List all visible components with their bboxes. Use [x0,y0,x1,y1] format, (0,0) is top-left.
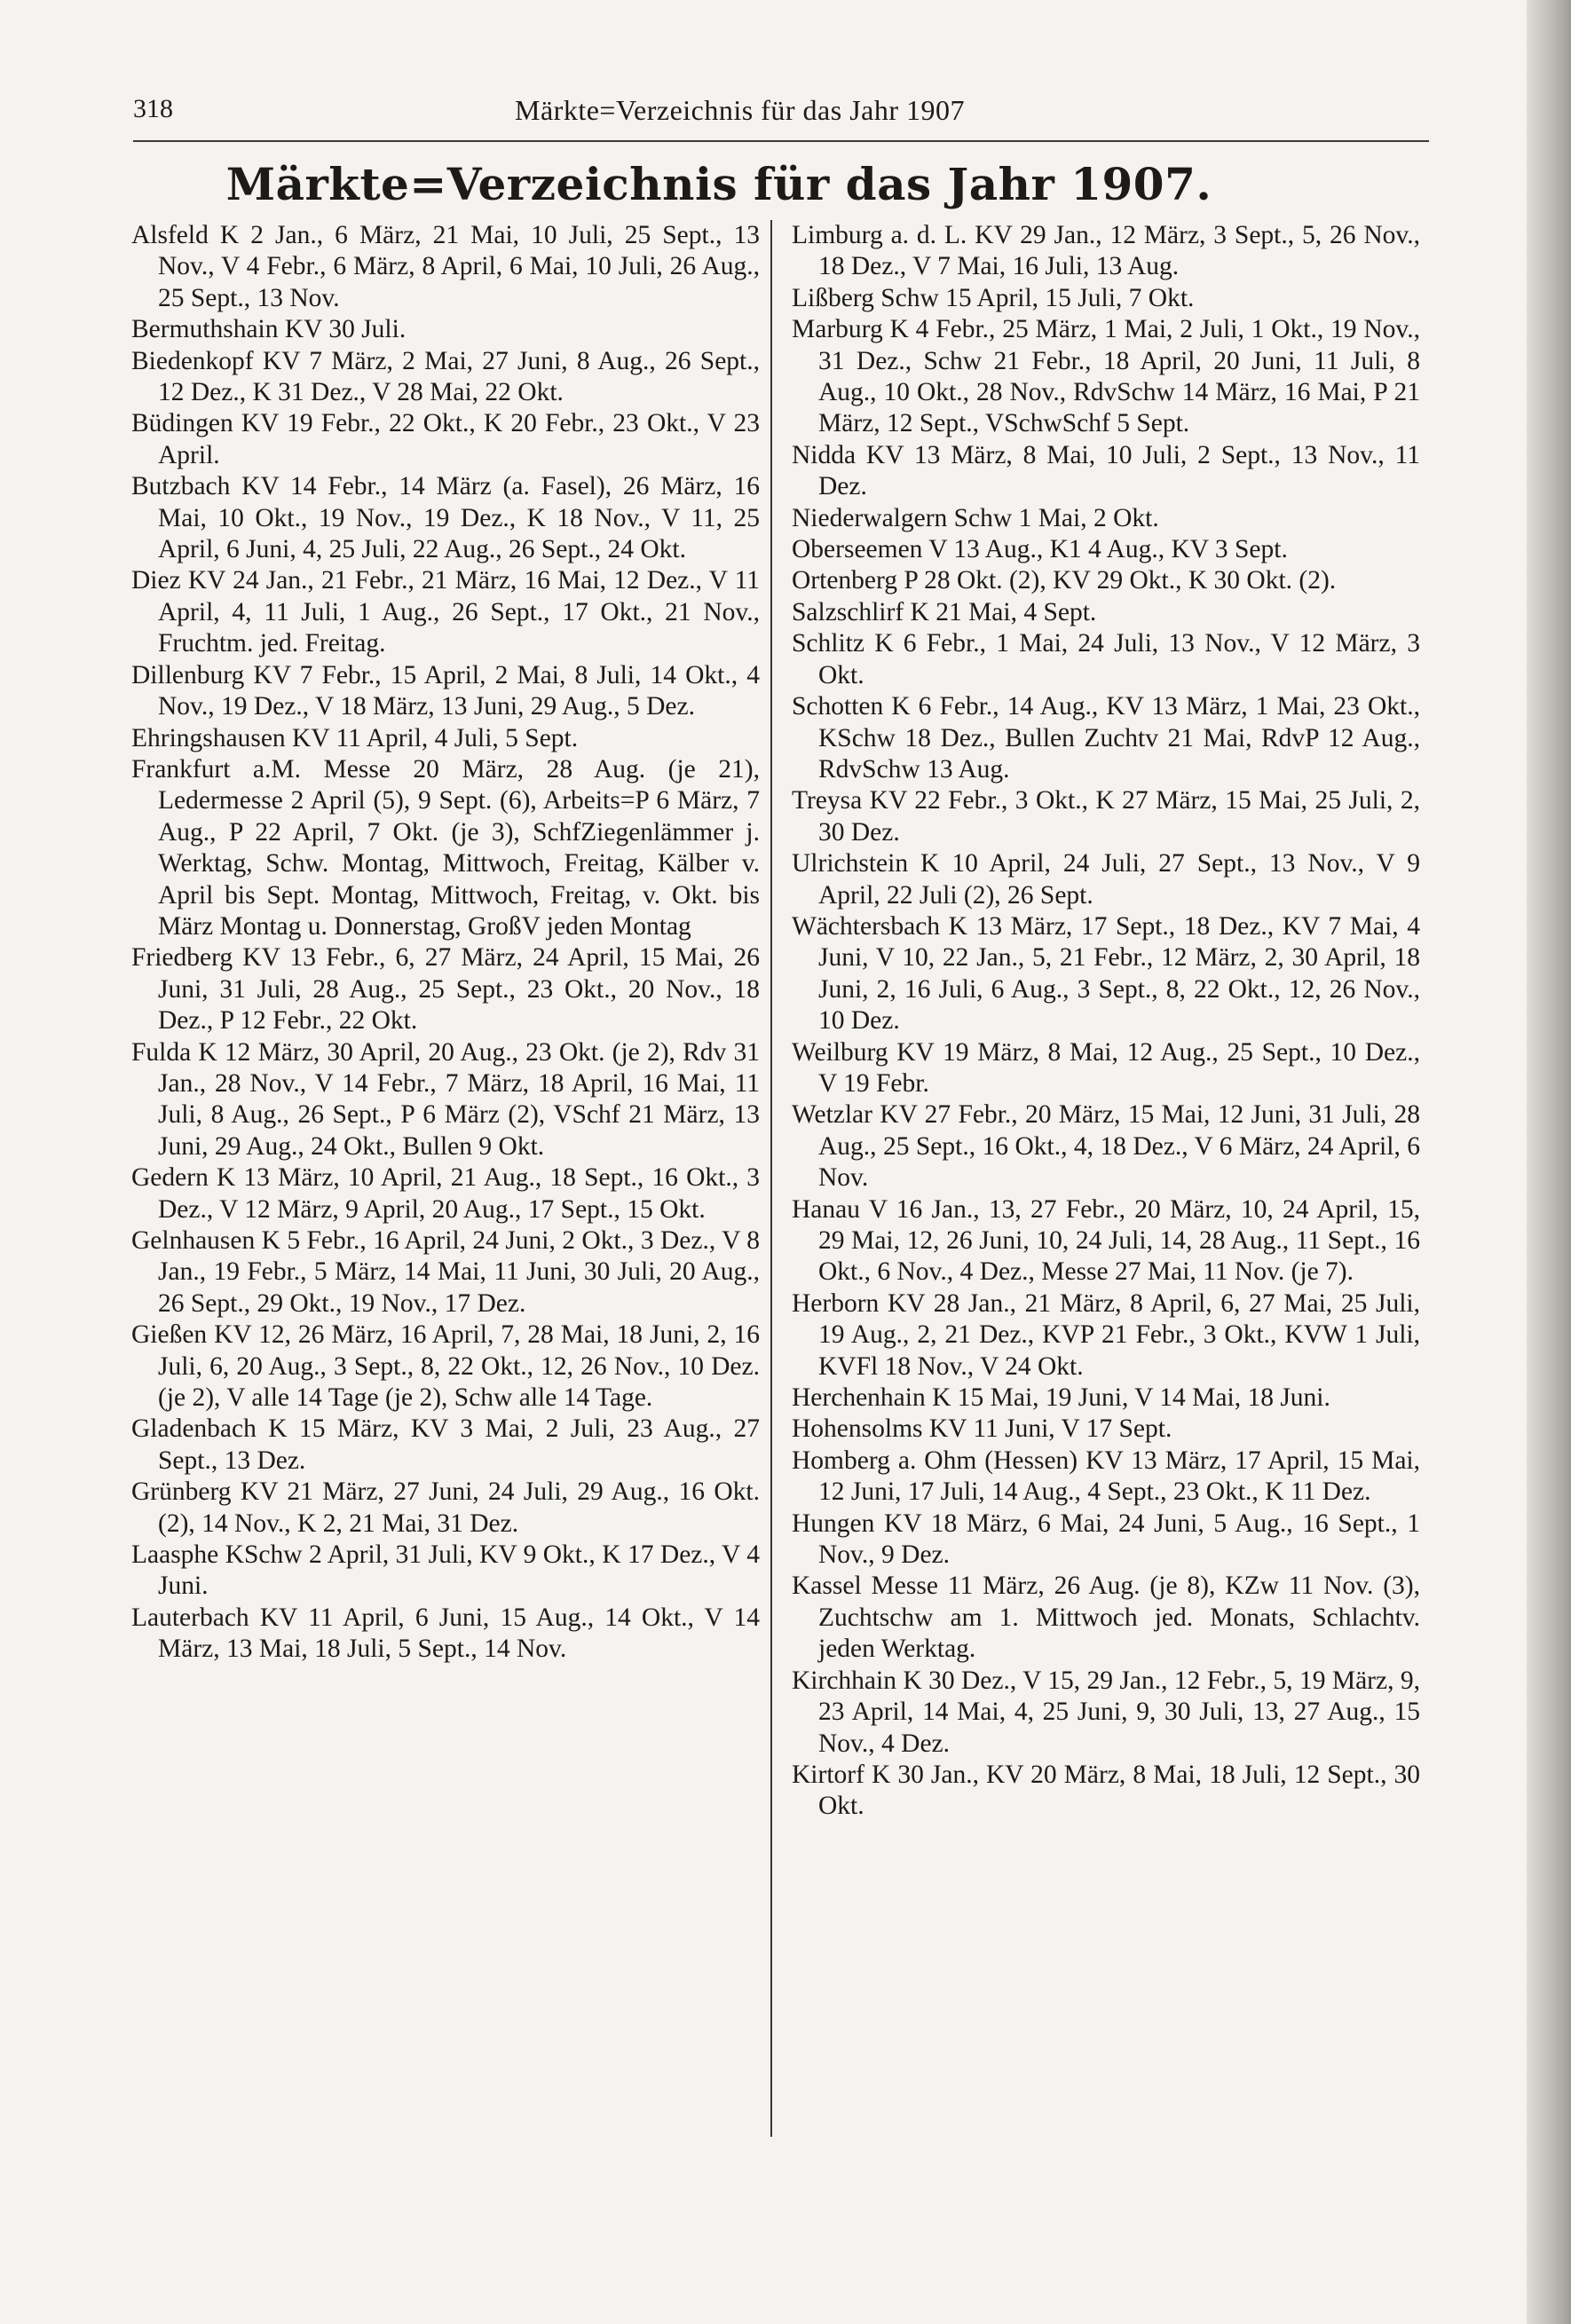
market-entry: Büdingen KV 19 Febr., 22 Okt., K 20 Febr., 23 Okt., V 23 April. [131,409,760,469]
page-header [133,87,1429,142]
market-entry: Schlitz K 6 Febr., 1 Mai, 24 Juli, 13 Nov., V 12 März, 3 Okt. [792,629,1420,689]
market-entry: Gladenbach K 15 März, KV 3 Mai, 2 Juli, 23 Aug., 27 Sept., 13 Dez. [131,1414,760,1475]
market-entry: Alsfeld K 2 Jan., 6 März, 21 Mai, 10 Juli, 25 Sept., 13 Nov., V 4 Febr., 6 März, 8 April, 6 Mai, 10 Juli, 26 Aug., 25 Sept., 13 Nov. [131,221,760,312]
market-entry: Laasphe KSchw 2 April, 31 Juli, KV 9 Okt., K 17 Dez., V 4 Juni. [131,1540,760,1601]
running-title: Märkte=Verzeichnis für das Jahr 1907 [515,94,965,126]
market-entry: Wächtersbach K 13 März, 17 Sept., 18 Dez., KV 7 Mai, 4 Juni, V 10, 22 Jan., 5, 21 Febr., 12 März, 2, 30 April, 18 Juni, 2, 16 Juli, 6 Aug., 3 Sept., 8, 22 Okt., 12, 26 Nov., 10 Dez. [792,911,1420,1036]
market-entry: Limburg a. d. L. KV 29 Jan., 12 März, 3 Sept., 5, 26 Nov., 18 Dez., V 7 Mai, 16 Juli, 13 Aug. [792,221,1420,281]
market-entry: Gedern K 13 März, 10 April, 21 Aug., 18 Sept., 16 Okt., 3 Dez., V 12 März, 9 April, 20 Aug., 17 Sept., 15 Okt. [131,1163,760,1224]
market-entry: Wetzlar KV 27 Febr., 20 März, 15 Mai, 12 Juni, 31 Juli, 28 Aug., 25 Sept., 16 Okt., 4, 18 Dez., V 6 März, 24 April, 6 Nov. [792,1100,1420,1193]
market-entry: Dillenburg KV 7 Febr., 15 April, 2 Mai, 8 Juli, 14 Okt., 4 Nov., 19 Dez., V 18 März, 13 Juni, 29 Aug., 5 Dez. [131,660,760,721]
market-entry: Gießen KV 12, 26 März, 16 April, 7, 28 Mai, 18 Juni, 2, 16 Juli, 6, 20 Aug., 3 Sept., 8, 22 Okt., 12, 26 Nov., 10 Dez. (je 2), V alle 14 Tage (je 2), Schw alle 14 Tage. [131,1320,760,1413]
column-divider [770,220,772,2137]
market-entry: Hohensolms KV 11 Juni, V 17 Sept. [792,1414,1172,1444]
market-entry: Herchenhain K 15 Mai, 19 Juni, V 14 Mai, 18 Juni. [792,1383,1330,1413]
market-entry: Lißberg Schw 15 April, 15 Juli, 7 Okt. [792,283,1195,312]
market-entry: Hanau V 16 Jan., 13, 27 Febr., 20 März, 10, 24 April, 15, 29 Mai, 12, 26 Juni, 10, 24 Juli, 14, 28 Aug., 11 Sept., 16 Okt., 6 Nov., 4 Dez., Messe 27 Mai, 11 Nov. (je 7). [792,1194,1420,1287]
market-entry: Ehringshausen KV 11 April, 4 Juli, 5 Sept. [131,723,579,752]
left-column [131,220,760,1666]
market-entry: Gelnhausen K 5 Febr., 16 April, 24 Juni, 2 Okt., 3 Dez., V 8 Jan., 19 Febr., 5 März, 14 Mai, 11 Juni, 30 Juli, 20 Aug., 26 Sept., 29 Okt., 19 Nov., 17 Dez. [131,1226,760,1318]
market-entry: Biedenkopf KV 7 März, 2 Mai, 27 Juni, 8 Aug., 26 Sept., 12 Dez., K 31 Dez., V 28 Mai, 22 Okt. [131,346,760,407]
page-title: Märkte=Verzeichnis für das Jahr 1907. [225,158,1212,210]
market-entry: Lauterbach KV 11 April, 6 Juni, 15 Aug., 14 Okt., V 14 März, 13 Mai, 18 Juli, 5 Sept., 14 Nov. [131,1603,760,1664]
page-number: 318 [133,94,173,123]
market-entry: Butzbach KV 14 Febr., 14 März (a. Fasel), 26 März, 16 Mai, 10 Okt., 19 Nov., 19 Dez., K 18 Nov., V 11, 25 April, 6 Juni, 4, 25 Juli, 22 Aug., 26 Sept., 24 Okt. [131,472,760,564]
market-entry: Oberseemen V 13 Aug., K1 4 Aug., KV 3 Sept. [792,535,1288,564]
market-entry: Kirtorf K 30 Jan., KV 20 März, 8 Mai, 18 Juli, 12 Sept., 30 Okt. [792,1760,1420,1821]
market-entry: Ulrichstein K 10 April, 24 Juli, 27 Sept., 13 Nov., V 9 April, 22 Juli (2), 26 Sept. [792,849,1420,910]
market-entry: Fulda K 12 März, 30 April, 20 Aug., 23 Okt. (je 2), Rdv 31 Jan., 28 Nov., V 14 Febr., 7 März, 18 April, 16 Mai, 11 Juli, 8 Aug., 26 Sept., P 6 März (2), VSchf 21 März, 13 Juni, 29 Aug., 24 Okt., Bullen 9 Okt. [131,1037,760,1161]
market-entry: Treysa KV 22 Febr., 3 Okt., K 27 März, 15 Mai, 25 Juli, 2, 30 Dez. [792,786,1420,847]
market-entry: Hungen KV 18 März, 6 Mai, 24 Juni, 5 Aug., 16 Sept., 1 Nov., 9 Dez. [792,1509,1420,1570]
market-entry: Ortenberg P 28 Okt. (2), KV 29 Okt., K 30 Okt. (2). [792,566,1337,595]
market-entry: Niederwalgern Schw 1 Mai, 2 Okt. [792,503,1159,532]
market-entry: Homberg a. Ohm (Hessen) KV 13 März, 17 April, 15 Mai, 12 Juni, 17 Juli, 14 Aug., 4 Sept., 23 Okt., K 11 Dez. [792,1446,1420,1507]
market-entry: Schotten K 6 Febr., 14 Aug., KV 13 März, 1 Mai, 23 Okt., KSchw 18 Dez., Bullen Zuchtv 21 Mai, RdvP 12 Aug., RdvSchw 13 Aug. [792,692,1420,784]
market-entry: Diez KV 24 Jan., 21 Febr., 21 März, 16 Mai, 12 Dez., V 11 April, 4, 11 Juli, 1 Aug., 26 Sept., 17 Okt., 21 Nov., Fruchtm. jed. Freitag. [131,566,760,658]
market-entry: Friedberg KV 13 Febr., 6, 27 März, 24 April, 15 Mai, 26 Juni, 31 Juli, 28 Aug., 25 Sept., 23 Okt., 20 Nov., 18 Dez., P 12 Febr., 22 Okt. [131,943,760,1036]
market-entry: Kirchhain K 30 Dez., V 15, 29 Jan., 12 Febr., 5, 19 März, 9, 23 April, 14 Mai, 4, 25 Juni, 9, 30 Juli, 13, 27 Aug., 15 Nov., 4 Dez. [792,1666,1420,1758]
market-entry: Herborn KV 28 Jan., 21 März, 8 April, 6, 27 Mai, 25 Juli, 19 Aug., 2, 21 Dez., KVP 21 Febr., 3 Okt., KVW 1 Juli, KVFl 18 Nov., V 24 Okt. [792,1288,1420,1381]
market-entry: Frankfurt a.M. Messe 20 März, 28 Aug. (je 21), Ledermesse 2 April (5), 9 Sept. (6), Arbeits=P 6 März, 7 Aug., P 22 April, 7 Okt. (je 3), SchfZiegenlämmer j. Werktag, Schw. Montag, Mittwoch, Freitag, Kälber v. April bis Sept. Montag, Mittwoch, Freitag, v. Okt. bis März Montag u. Donnerstag, GroßV jeden Montag [131,754,760,941]
book-spine-shadow [1527,0,1571,2324]
market-entry: Kassel Messe 11 März, 26 Aug. (je 8), KZw 11 Nov. (3), Zuchtschw am 1. Mittwoch jed. Monats, Schlachtv. jeden Werktag. [792,1572,1420,1664]
market-entry: Grünberg KV 21 März, 27 Juni, 24 Juli, 29 Aug., 16 Okt. (2), 14 Nov., K 2, 21 Mai, 31 Dez. [131,1477,760,1538]
right-column [792,220,1420,1823]
market-entry: Salzschlirf K 21 Mai, 4 Sept. [792,597,1097,626]
market-entry: Nidda KV 13 März, 8 Mai, 10 Juli, 2 Sept., 13 Nov., 11 Dez. [792,440,1420,501]
market-entry: Marburg K 4 Febr., 25 März, 1 Mai, 2 Juli, 1 Okt., 19 Nov., 31 Dez., Schw 21 Febr., 18 April, 20 Juni, 11 Juli, 8 Aug., 10 Okt., 28 Nov., RdvSchw 14 März, 16 Mai, P 21 März, 12 Sept., VSchwSchf 5 Sept. [792,315,1420,438]
market-entry: Bermuthshain KV 30 Juli. [131,315,407,344]
market-entry: Weilburg KV 19 März, 8 Mai, 12 Aug., 25 Sept., 10 Dez., V 19 Febr. [792,1037,1420,1098]
